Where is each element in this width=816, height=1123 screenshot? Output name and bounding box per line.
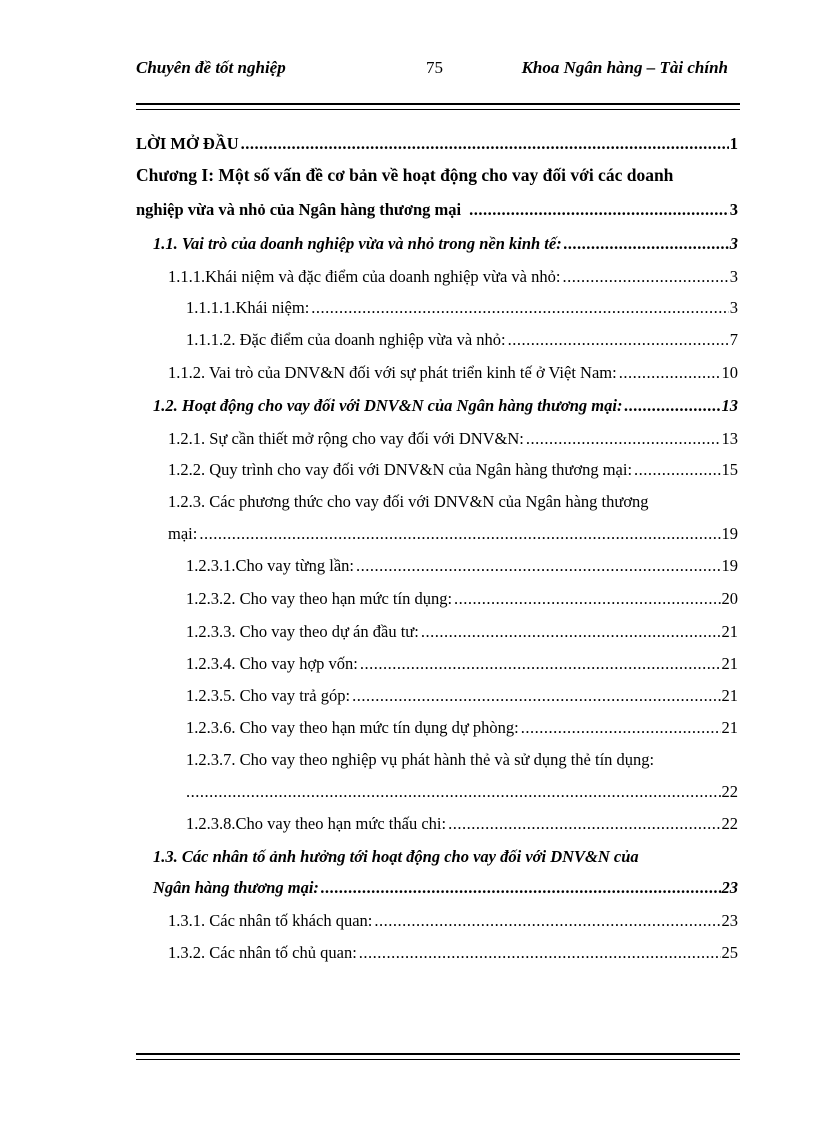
toc-entry-1-2-3-5[interactable]: 1.2.3.5. Cho vay trả góp: ..... 21	[186, 686, 738, 706]
toc-entry-1-2-3-line1[interactable]: 1.2.3. Các phương thức cho vay đối với DNV&N của Ngân hàng thương	[168, 492, 649, 511]
toc-entry-1-2-3-4[interactable]: 1.2.3.4. Cho vay hợp vốn: ..... 21	[186, 654, 738, 674]
toc-entry-1-1-1-2[interactable]: 1.1.1.2. Đặc điểm của doanh nghiệp vừa và nhỏ: ..... 7	[186, 330, 738, 350]
page-header	[136, 58, 740, 82]
header-right-title: Khoa Ngân hàng – Tài chính	[521, 58, 728, 77]
toc-entry-1-2-1[interactable]: 1.2.1. Sự cần thiết mở rộng cho vay đối với DNV&N: ..... 13	[168, 429, 738, 449]
toc-entry-1-2-2[interactable]: 1.2.2. Quy trình cho vay đối với DNV&N của Ngân hàng thương mại: ..... 15	[168, 460, 738, 480]
header-divider	[136, 103, 740, 110]
toc-entry-1-2-3-1[interactable]: 1.2.3.1.Cho vay từng lần: ..... 19	[186, 556, 738, 576]
toc-entry-1-2-3[interactable]: mại: ..... 19	[168, 524, 738, 544]
toc-entry-1-3[interactable]: Ngân hàng thương mại: ..... 23	[153, 878, 738, 898]
toc-entry-1-1-1[interactable]: 1.1.1.Khái niệm và đặc điểm của doanh nghiệp vừa và nhỏ: ..... 3	[168, 267, 738, 287]
toc-entry-chuong1-line1[interactable]: Chương I: Một số vấn đề cơ bản về hoạt động cho vay đối với các doanh	[136, 165, 674, 185]
toc-entry-1-1[interactable]: 1.1. Vai trò của doanh nghiệp vừa và nhỏ trong nền kinh tế: ..... 3	[153, 234, 738, 254]
toc-entry-1-1-2[interactable]: 1.1.2. Vai trò của DNV&N đối với sự phát triển kinh tế ở Việt Nam: ..... 10	[168, 363, 738, 383]
header-left-title: Chuyên đề tốt nghiệp	[136, 58, 286, 77]
toc-entry-chuong1[interactable]: nghiệp vừa và nhỏ của Ngân hàng thương mại ..... 3	[136, 200, 738, 220]
toc-entry-1-1-1-1[interactable]: 1.1.1.1.Khái niệm: ..... 3	[186, 298, 738, 318]
toc-entry-1-2-3-6[interactable]: 1.2.3.6. Cho vay theo hạn mức tín dụng dự phòng: ..... 21	[186, 718, 738, 738]
toc-entry-1-2-3-3[interactable]: 1.2.3.3. Cho vay theo dự án đầu tư: ..... 21	[186, 622, 738, 642]
footer-divider	[136, 1053, 740, 1060]
toc-entry-1-2[interactable]: 1.2. Hoạt động cho vay đối với DNV&N của Ngân hàng thương mại: ..... 13	[153, 396, 738, 416]
toc-entry-1-3-line1[interactable]: 1.3. Các nhân tố ảnh hưởng tới hoạt động cho vay đối với DNV&N của	[153, 847, 639, 866]
toc-entry-loi-mo-dau[interactable]: LỜI MỞ ĐẦU ..... 1	[136, 134, 738, 154]
toc-entry-1-3-2[interactable]: 1.3.2. Các nhân tố chủ quan: ..... 25	[168, 943, 738, 963]
toc-entry-1-2-3-8[interactable]: 1.2.3.8.Cho vay theo hạn mức thấu chi: ..... 22	[186, 814, 738, 834]
header-page-number: 75	[426, 58, 443, 77]
toc-entry-1-2-3-7[interactable]: ..... 22	[186, 782, 738, 802]
toc-entry-1-3-1[interactable]: 1.3.1. Các nhân tố khách quan: ..... 23	[168, 911, 738, 931]
toc-entry-1-2-3-7-line1[interactable]: 1.2.3.7. Cho vay theo nghiệp vụ phát hành thẻ và sử dụng thẻ tín dụng:	[186, 750, 655, 769]
toc-entry-1-2-3-2[interactable]: 1.2.3.2. Cho vay theo hạn mức tín dụng: ..... 20	[186, 589, 738, 609]
